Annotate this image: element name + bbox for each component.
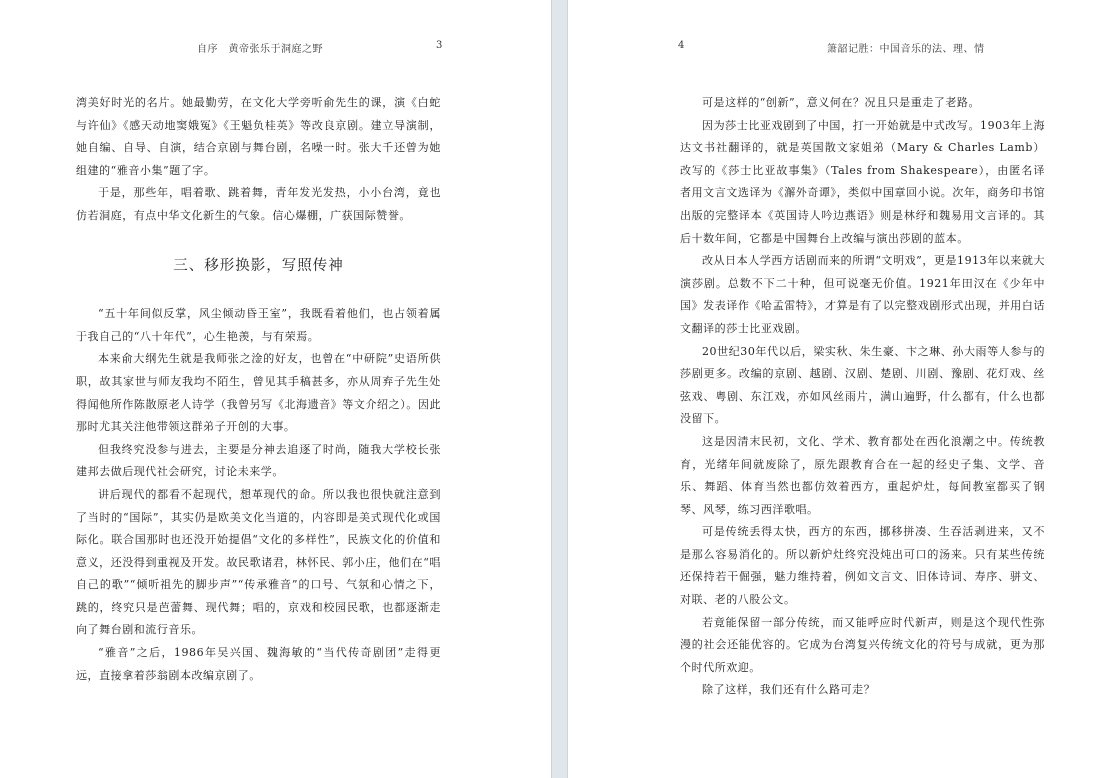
paragraph: 于是，那些年，唱着歌、跳着舞，青年发光发热，小小台湾，竟也仿若洞庭，有点中华文化新生的气象。信心爆棚，广获国际赞誉。 xyxy=(76,186,441,222)
paragraph: 20世纪30年代以后，梁实秋、朱生豪、卞之琳、孙大雨等人参与的莎剧更多。改编的京剧、越剧、汉剧、楚剧、川剧、豫剧、花灯戏、丝弦戏、粤剧、东江戏，亦如风丝雨片，满山遍野，什么都有，什么也都没留下。 xyxy=(680,344,1045,426)
paragraph: 可是传统丢得太快，西方的东西，挪移拼凑、生吞活剥进来，又不是那么容易消化的。所以新炉灶终究没炖出可口的汤来。只有某些传统还保持若干倔强，魅力维持着，例如文言文、旧体诗词、寿序、骈文、对联、老的八股公文。 xyxy=(680,525,1045,607)
paragraph: 改从日本人学西方话剧而来的所谓“文明戏”，更是1913年以来就大演莎剧。总数不下二十种，但可说毫无价值。1921年田汉在《少年中国》发表译作《哈孟雷特》，才算是有了以完整戏剧形式出现，并用白话文翻译的莎士比亚戏剧。 xyxy=(680,254,1045,335)
paragraph: 可是这样的“创新”，意义何在？况且只是重走了老路。 xyxy=(702,96,980,109)
paragraph: 除了这样，我们还有什么路可走？ xyxy=(702,683,876,697)
page-body xyxy=(680,92,1045,702)
paragraph: 因为莎士比亚戏剧到了中国，打一开始就是中式改写。1903年上海达文书社翻译的，就是英国散文家姐弟（Mary & Charles Lamb）改写的《莎士比亚故事集》（Tales from Shakespeare），由匿名译者用文言文选译为《澥外奇谭》，类似中国章回小说。次年，商务印书馆出版的完整译本《英国诗人吟边燕语》则是林纾和魏易用文言译的。其后十数年间，它都是中国舞台上改编与演出莎剧的蓝本。 xyxy=(680,118,1045,245)
paragraph: “雅音”之后，1986年吴兴国、魏海敏的“当代传奇剧团”走得更远，直接拿着莎翁剧本改编京剧了。 xyxy=(76,646,441,682)
page-body xyxy=(76,92,441,687)
running-header-title: 自序 黄帝张乐于洞庭之野 xyxy=(197,44,323,55)
page-number: 4 xyxy=(678,40,685,51)
paragraph: 若竟能保留一部分传统，而又能呼应时代新声，则是这个现代性弥漫的社会还能优容的。它成为台湾复兴传统文化的符号与成就，更为那个时代所欢迎。 xyxy=(680,615,1045,674)
section-heading: 三、移形换影，写照传神 xyxy=(173,257,344,274)
page-gutter xyxy=(551,0,568,778)
left-page xyxy=(0,0,551,778)
paragraph: 这是因清末民初，文化、学术、教育都处在西化浪潮之中。传统教育，光绪年间就废除了，原先跟教育合在一起的经史子集、文学、音乐、舞蹈、体育当然也都仿效着西方，重起炉灶，每间教室都买了钢琴、风琴，练习西洋歌唱。 xyxy=(680,434,1045,516)
paragraph: 本来俞大纲先生就是我师张之淦的好友，也曾在“中研院”史语所供职，故其家世与师友我均不陌生，曾见其手稿甚多，亦从周弃子先生处得闻他所作陈散原老人诗学（我曾另写《北海遗音》等文介绍之）。因此那时尤其关注他带领这群弟子开创的大事。 xyxy=(76,352,441,434)
paragraph: 讲后现代的都看不起现代，想革现代的命。所以我也很快就注意到了当时的“国际”，其实仍是欧美文化当道的，内容即是美式现代化或国际化。联合国那时也还没开始提倡“文化的多样性”，民族文化的价值和意义，还没得到重视及开发。故民歌诸君，林怀民、郭小庄，他们在“唱自己的歌”“倾听祖先的脚步声”“传承雅音”的口号、气氛和心情之下，跳的，终究只是芭蕾舞、现代舞；唱的，京戏和校园民歌，也都逐渐走向了舞台剧和流行音乐。 xyxy=(76,487,441,637)
running-header-title: 箫韶记胜：中国音乐的法、理、情 xyxy=(827,44,985,55)
page-number: 3 xyxy=(436,40,443,51)
paragraph: “五十年间似反掌，风尘倾动昏王室”，我既看着他们，也占领着属于我自己的“八十年代”，心生艳羡，与有荣焉。 xyxy=(76,307,441,343)
paragraph: 但我终究没参与进去，主要是分神去追逐了时尚，随我大学校长张建邦去做后现代社会研究，讨论未来学。 xyxy=(76,442,441,479)
right-page xyxy=(568,0,1119,778)
paragraph: 湾美好时光的名片。她最勤劳，在文化大学旁听俞先生的课，演《白蛇与许仙》《感天动地窦娥冤》《王魁负桂英》等改良京剧。建立导演制，她自编、自导、自演，结合京剧与舞台剧，名噪一时。张大千还曾为她组建的“雅音小集”题了字。 xyxy=(76,96,441,177)
